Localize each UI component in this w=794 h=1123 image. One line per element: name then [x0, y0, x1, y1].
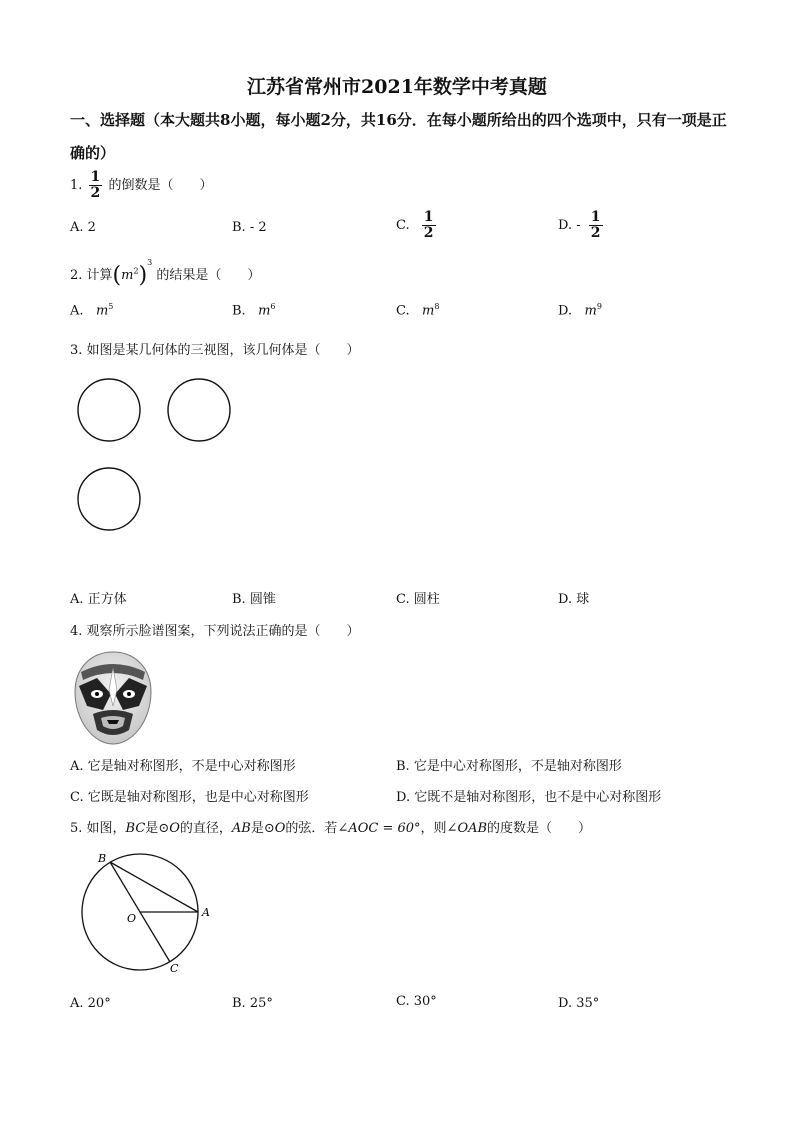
point-c-label: C	[170, 962, 179, 975]
chord-ab	[110, 862, 198, 912]
section-heading: 一、选择题（本大题共8小题，每小题2分，共16分．在每小题所给出的四个选项中，只有一项是正确的）	[70, 111, 727, 162]
question-3-stem: 3. 如图是某几何体的三视图，该几何体是（ ）	[70, 343, 360, 358]
q3-option-a[interactable]: A. 正方体	[70, 592, 127, 607]
q5-option-c[interactable]: C. 30°	[396, 994, 437, 1009]
q4-option-d[interactable]: D. 它既不是轴对称图形，也不是中心对称图形	[396, 790, 662, 805]
question-5-stem: 5. 如图，BC是⊙O的直径，AB是⊙O的弦．若∠AOC = 60°，则∠OAB的度数是（ ）	[70, 821, 592, 836]
q2-option-b[interactable]: B. $m^6$	[232, 302, 276, 319]
q2-number: 2. 计算	[70, 268, 113, 283]
page-title: 江苏省常州市2021年数学中考真题	[247, 76, 547, 98]
q2-stem: 的结果是（ ）	[156, 268, 261, 283]
q1-option-b[interactable]: B. - 2	[232, 220, 267, 235]
q4-option-b[interactable]: B. 它是中心对称图形，不是轴对称图形	[396, 759, 622, 774]
question-2: 2. 计算$(m^2)^3$ 的结果是（ ）	[70, 258, 261, 288]
q2-option-d[interactable]: D. $m^9$	[558, 302, 602, 319]
front-view-circle	[78, 379, 140, 441]
q3-option-d[interactable]: D. 球	[558, 592, 590, 607]
q1-option-a[interactable]: A. 2	[70, 220, 96, 235]
point-o-label: O	[127, 912, 137, 925]
question-1	[70, 170, 212, 201]
question-4-stem: 4. 观察所示脸谱图案，下列说法正确的是（ ）	[70, 624, 360, 639]
q1-fraction: $\frac{1}{2}$	[90, 169, 101, 201]
three-view-figure	[70, 375, 310, 555]
q1-stem: 的倒数是（ ）	[108, 178, 213, 193]
q3-option-b[interactable]: B. 圆锥	[232, 592, 276, 607]
q4-option-a[interactable]: A. 它是轴对称图形，不是中心对称图形	[70, 759, 296, 774]
top-view-circle	[78, 468, 140, 530]
q1-number: 1.	[70, 178, 83, 193]
point-a-label: A	[202, 906, 210, 919]
point-b-label: B	[98, 852, 107, 865]
q3-option-c[interactable]: C. 圆柱	[396, 592, 440, 607]
q4-option-c[interactable]: C. 它既是轴对称图形，也是中心对称图形	[70, 790, 309, 805]
circle-geometry-figure	[80, 850, 240, 980]
side-view-circle	[168, 379, 230, 441]
q2-option-c[interactable]: C. $m^8$	[396, 302, 440, 319]
opera-mask-image	[73, 650, 153, 746]
q1-option-c[interactable]: C. $\frac{1}{2}$	[396, 209, 434, 241]
q5-option-b[interactable]: B. 25°	[232, 996, 273, 1011]
q5-option-d[interactable]: D. 35°	[558, 996, 600, 1011]
q2-option-a[interactable]: A. $m^5$	[70, 302, 114, 319]
q1-option-d[interactable]: D. - $\frac{1}{2}$	[558, 209, 601, 241]
q5-option-a[interactable]: A. 20°	[70, 996, 111, 1011]
